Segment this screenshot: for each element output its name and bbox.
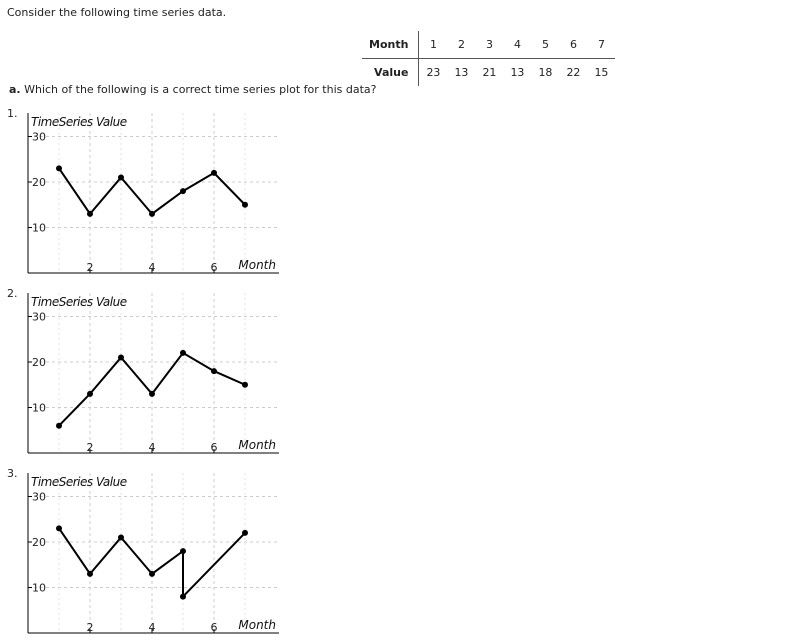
data-point: [56, 525, 62, 531]
data-point: [180, 188, 186, 194]
value-cell: 23: [426, 66, 441, 79]
value-row: [362, 59, 615, 87]
month-cell: 2: [447, 31, 475, 59]
data-point: [87, 571, 93, 577]
month-header: Month: [362, 31, 419, 59]
y-tick-label: 10: [32, 401, 46, 415]
y-tick-label: 20: [32, 356, 46, 369]
y-axis-label: TimeSeries Value: [31, 475, 127, 489]
data-table: [362, 31, 615, 86]
option-2-label: 2.: [7, 287, 18, 300]
value-header: Value: [362, 59, 419, 87]
y-axis-label: TimeSeries Value: [31, 115, 127, 129]
data-point: [118, 174, 124, 180]
data-point: [118, 534, 124, 540]
month-cell: 3: [475, 31, 503, 59]
data-point: [242, 382, 248, 388]
series-line: [59, 528, 245, 596]
month-row: [362, 31, 615, 59]
option-3-label: 3.: [7, 467, 18, 480]
option-1-chart[interactable]: [25, 110, 285, 278]
value-cell: 13: [510, 66, 525, 79]
y-tick-label: 30: [32, 490, 46, 504]
option-3-chart[interactable]: [25, 470, 285, 638]
value-cell: 13: [454, 66, 469, 79]
value-cell: 21: [482, 66, 497, 79]
month-cell: 5: [531, 31, 559, 59]
month-cell: 1: [419, 31, 448, 59]
x-tick-label: 2: [86, 621, 94, 634]
data-point: [211, 368, 217, 374]
data-point: [87, 211, 93, 217]
data-point: [180, 548, 186, 554]
y-tick-label: 30: [32, 130, 46, 144]
x-axis-label: Month: [238, 438, 276, 452]
x-tick-label: 4: [148, 441, 156, 454]
month-cell: 6: [559, 31, 587, 59]
y-tick-label: 30: [32, 310, 46, 324]
question-part: a.: [9, 83, 21, 96]
x-axis-label: Month: [238, 258, 276, 272]
x-tick-label: 2: [86, 441, 94, 454]
month-cell: 7: [587, 31, 615, 59]
y-tick-label: 20: [32, 176, 46, 189]
month-cell: 4: [503, 31, 531, 59]
x-tick-label: 6: [210, 441, 218, 454]
y-tick-label: 20: [32, 536, 46, 549]
value-cell: 15: [594, 66, 609, 79]
x-tick-label: 6: [210, 261, 218, 274]
question: [9, 83, 376, 96]
data-point: [56, 165, 62, 171]
value-cell: 22: [566, 66, 581, 79]
y-axis-label: TimeSeries Value: [31, 295, 127, 309]
x-axis-label: Month: [238, 618, 276, 632]
data-point: [56, 423, 62, 429]
value-cell: 18: [538, 66, 553, 79]
data-point: [180, 594, 186, 600]
data-point: [149, 211, 155, 217]
y-tick-label: 10: [32, 221, 46, 235]
data-point: [87, 391, 93, 397]
data-point: [242, 202, 248, 208]
data-point: [118, 354, 124, 360]
data-point: [149, 571, 155, 577]
data-point: [242, 530, 248, 536]
x-tick-label: 2: [86, 261, 94, 274]
data-point: [180, 350, 186, 356]
option-1-label: 1.: [7, 107, 18, 120]
x-tick-label: 6: [210, 621, 218, 634]
option-2-chart[interactable]: [25, 290, 285, 458]
x-tick-label: 4: [148, 261, 156, 274]
question-text: Which of the following is a correct time series plot for this data?: [24, 83, 377, 96]
intro-text: Consider the following time series data.: [7, 6, 227, 19]
y-tick-label: 10: [32, 581, 46, 595]
x-tick-label: 4: [148, 621, 156, 634]
data-point: [211, 170, 217, 176]
data-point: [149, 391, 155, 397]
